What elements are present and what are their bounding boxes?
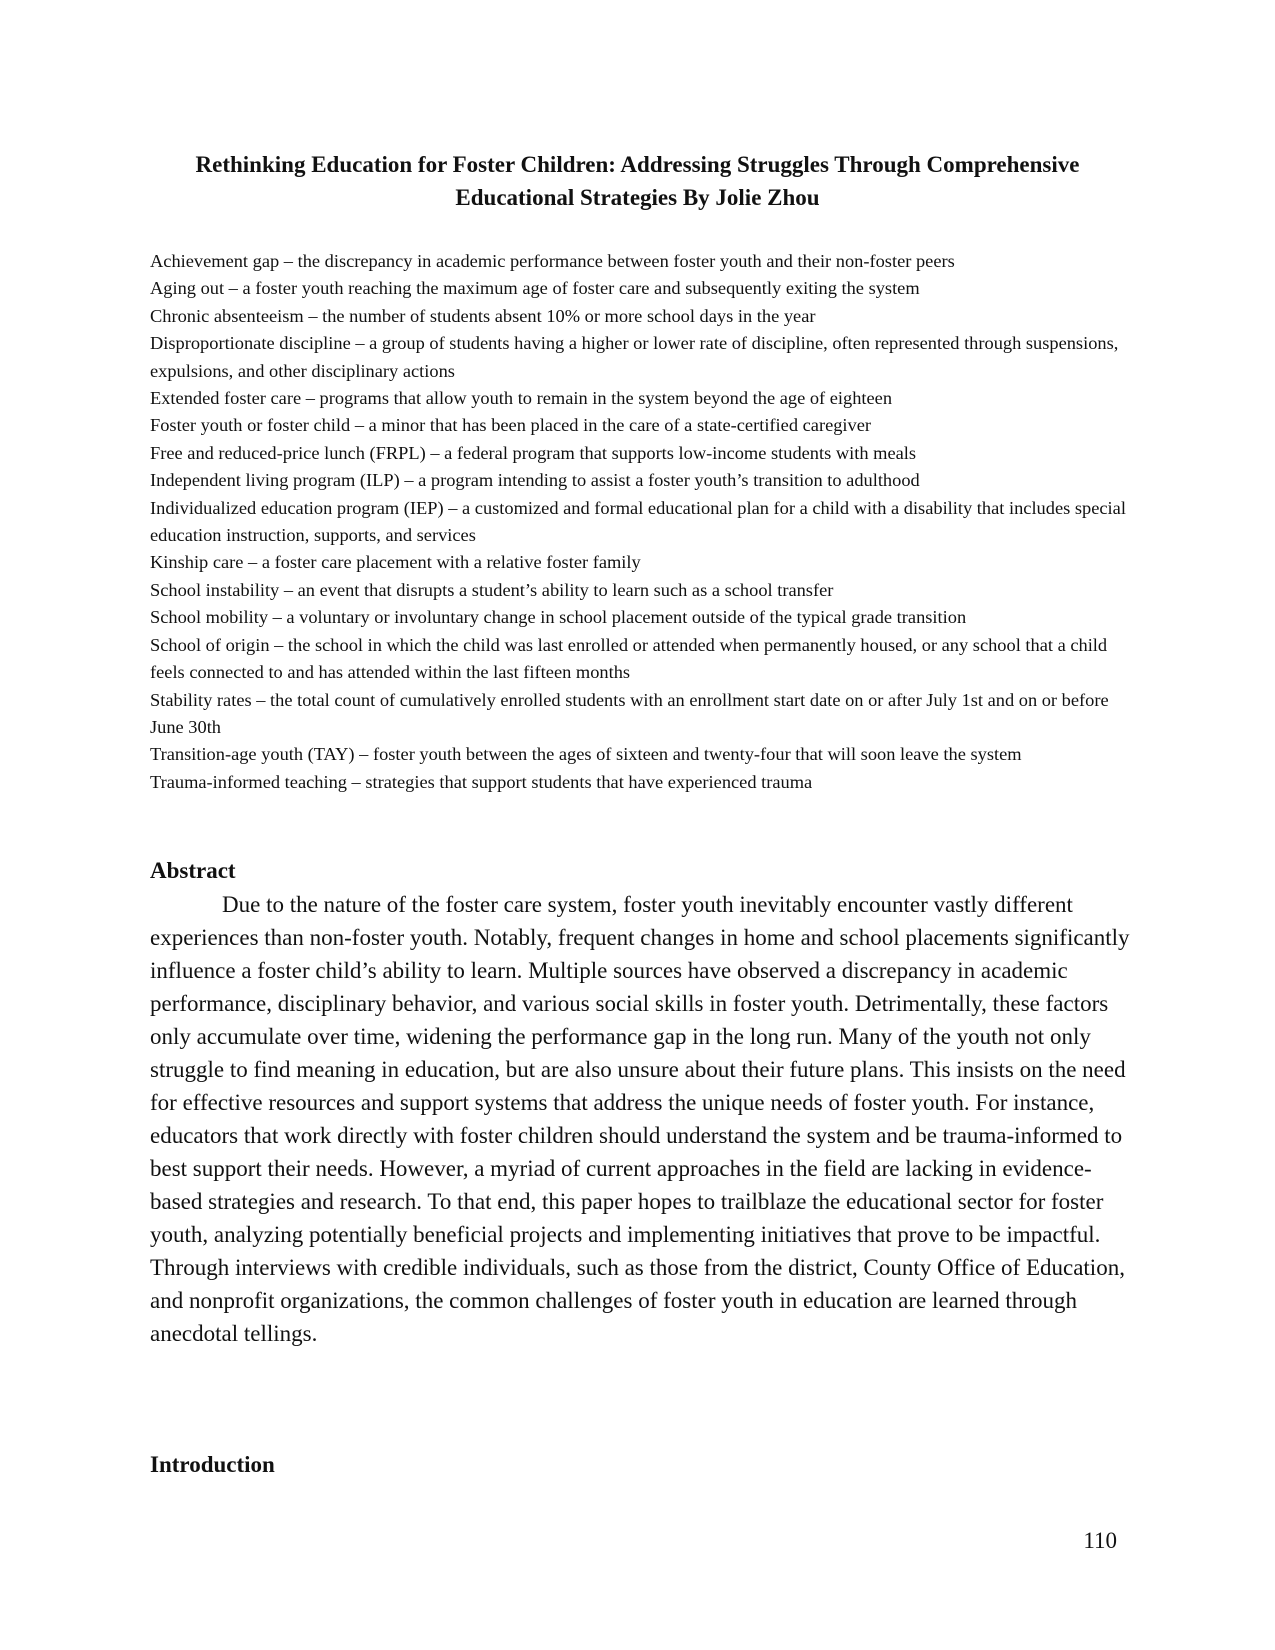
glossary-entry: Kinship care – a foster care placement with a relative foster family xyxy=(150,552,641,573)
introduction-heading: Introduction xyxy=(150,1452,275,1477)
paper-title xyxy=(150,148,1125,214)
paper-title-line-1: Rethinking Education for Foster Children: Addressing Struggles Through Comprehensive xyxy=(195,152,1080,177)
glossary-entry: Independent living program (ILP) – a program intending to assist a foster youth’s transition to adulthood xyxy=(150,470,920,491)
glossary-entry: Free and reduced-price lunch (FRPL) – a federal program that supports low-income students with meals xyxy=(150,442,917,463)
glossary-entry: School mobility – a voluntary or involuntary change in school placement outside of the typical grade transition xyxy=(150,607,967,628)
glossary-entry: Disproportionate discipline – a group of students having a higher or lower rate of discipline, often represented through suspensions, expulsions, and other disciplinary actions xyxy=(150,333,1119,381)
glossary-entry: Trauma-informed teaching – strategies that support students that have experienced trauma xyxy=(150,771,813,792)
glossary-entry: Transition-age youth (TAY) – foster youth between the ages of sixteen and twenty-four that will soon leave the system xyxy=(150,744,1022,765)
glossary-entry: Chronic absenteeism – the number of students absent 10% or more school days in the year xyxy=(150,305,816,326)
page-number: 110 xyxy=(1083,1528,1117,1553)
abstract-heading: Abstract xyxy=(150,858,236,883)
glossary-entry: School of origin – the school in which the child was last enrolled or attended when permanently housed, or any school that a child feels connected to and has attended within the last fifteen months xyxy=(150,634,1108,683)
glossary-list xyxy=(150,248,1130,796)
glossary-entry: School instability – an event that disrupts a student’s ability to learn such as a school transfer xyxy=(150,579,834,600)
glossary-entry: Extended foster care – programs that allow youth to remain in the system beyond the age of eighteen xyxy=(150,388,893,409)
glossary-entry: Achievement gap – the discrepancy in academic performance between foster youth and their non-foster peers xyxy=(150,251,955,271)
glossary-entry: Foster youth or foster child – a minor that has been placed in the care of a state-certified caregiver xyxy=(150,415,872,436)
abstract-paragraph: Due to the nature of the foster care system, foster youth inevitably encounter vastly different experiences than non-foster youth. Notably, frequent changes in home and school placements significantly influence a foster child’s ability to learn. Multiple sources have observed a discrepancy in academic performance, disciplinary behavior, and various social skills in foster youth. Detrimentally, these factors only accumulate over time, widening the performance gap in the long run. Many of the youth not only struggle to find meaning in education, but are also unsure about their future plans. This insists on the need for effective resources and support systems that address the unique needs of foster youth. For instance, educators that work directly with foster children should understand the system and be trauma-informed to best support their needs. However, a myriad of current approaches in the field are lacking in evidence-based strategies and research. To that end, this paper hopes to trailblaze the educational sector for foster youth, analyzing potentially beneficial projects and implementing initiatives that prove to be impactful. Through interviews with credible individuals, such as those from the district, County Office of Education, and nonprofit organizations, the common challenges of foster youth in education are learned through anecdotal tellings. xyxy=(150,892,1130,1346)
paper-title-line-2: Educational Strategies By Jolie Zhou xyxy=(455,185,820,210)
glossary-entry: Aging out – a foster youth reaching the maximum age of foster care and subsequently exiting the system xyxy=(150,278,920,299)
glossary-entry: Individualized education program (IEP) – a customized and formal educational plan for a child with a disability that includes special education instruction, supports, and services xyxy=(150,497,1126,546)
glossary-entry: Stability rates – the total count of cumulatively enrolled students with an enrollment start date on or after July 1st and on or before June 30th xyxy=(150,689,1109,737)
